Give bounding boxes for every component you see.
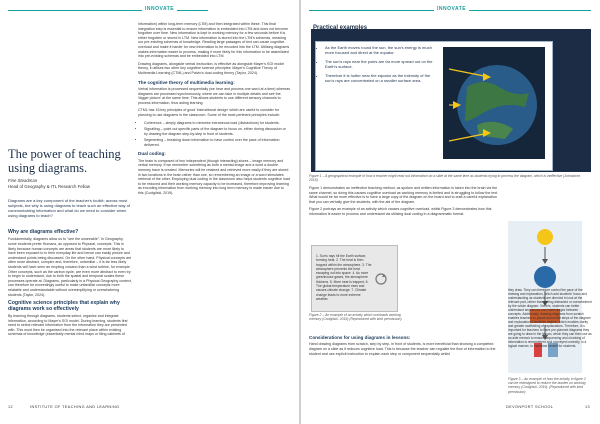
right-column-lower (309, 331, 501, 359)
paragraph: The brain is composed of two independent (though interacting) stores – image memory and verbal memory. If we remember something as both a mental image and a word a double memory trace is created. Memories will be retained and retrieved more easily if they are stored in two locations in the brain rather than one, so remembering an image or a word stimulates retrieval of the other. Employing dual coding in the classroom also helps students cognitive load to be reduced and their working memory capacity to be increased, therefore improving learning as encoding information from working memory into long term memory is made easier due to this (Coolgilski, 2019). (138, 158, 290, 196)
article-title: The power of teaching using diagrams. (8, 147, 121, 175)
paragraph: information) within long-term memory (LTM) and then integrated within these. This final integration step is essential to ensure information is embedded into LTM and does not become forgotten over time. New information is kept in working memory for a few seconds before it is either forgotten or stored in LTM. New information is stored into the LTM's schemas, meaning our pre-existing schemas of knowledge. Reading large passages of text can cause cognitive overload and make it harder for new information to be encoded into the LTM. Utilising diagrams makes information easier to process, making it more likely for this information to be assimilated into pre-existing schemas and be embedded into LTM. (138, 22, 290, 59)
figure-2-text: 1. Sun's rays hit the Earth surface, forming heat. 2. The heat is then trapped within the atmosphere. 3. The atmosphere prevents the heat escaping out into space. 4. As more greenhouse gases, the atmosphere thickens. 5. More heat is trapped. 6. The global temperature rises and causes climate change. 7. Climate change leads to more extreme weather. (316, 254, 372, 301)
brand-label: INNOVATE (434, 6, 469, 12)
page-number: 12 (8, 405, 14, 409)
right-page (301, 0, 600, 424)
left-column-1 (8, 226, 132, 340)
figure-1-slide (311, 25, 591, 172)
paragraph: they draw. They can therefore control the pace of the drawing and explanation, which add students' focus and understanding as students are directed to look at the relevant part, rather than getting distracted or overwhelmed by the whole diagram. Via this, students can better understand sequences and interlinkages between concepts. Additionally, drawing diagrams from scratch enables teachers to pause and revisit steps of the diagram and explanation if students require, which enables clarity and greater scaffolding of explanations. Therefore, it is important for teachers to have pre-planned diagrams they are going to draw in the lesson, which they can then use as an aide memoir to ensure sequencing and chunking of information is remembered and conveyed correctly, in a logical manner, to maximise benefit for students. (508, 288, 592, 348)
list-item: • Therefore it is hotter near the equator as the intensity of the sun's rays are concentrated on a smaller surface area. (325, 73, 440, 83)
figure-1-caption: Figure 1 – A geographical example of how a teacher might read out information on a slide at the same time as students trying to process the diagram, which is ineffective (Johnstone, 2018). (309, 174, 581, 183)
page-number: 13 (585, 405, 591, 409)
section-heading: Practical examples (313, 25, 368, 31)
earth-icon (534, 266, 556, 288)
paragraph: Figure 2 portrays an example of an activity which causes cognitive overload, whilst Figure 3 demonstrates how this information is easier to process and understand via utilising dual coding in a diagrammatic format. (309, 207, 492, 216)
paragraph: Hand drawing diagrams from scratch, step by step, in front of students, is more beneficial than showing a completed diagram on a slide as it reduces cognitive load. This is because the teacher can regulate the flow of information to the student and use explicit instruction to explain each step or component sequentially whilst (309, 342, 496, 356)
figure-2-caption: Figure 2 – An example of an activity which overloads working memory (Coolgilski, 2019) (Reproduced with kind permission). (309, 313, 403, 322)
left-column-2 (138, 22, 290, 199)
slide-bullets (319, 45, 440, 87)
sun-icon (537, 229, 553, 245)
author-block (8, 178, 90, 189)
list-item: • As the Earth moves round the sun, the sun's energy is much more focused and direct at the equator. (325, 45, 440, 55)
earth-sun-diagram (443, 47, 545, 159)
left-page (0, 0, 299, 424)
list-item: • The sun's rays near the poles are far more spread out on the Earth's surface. (325, 59, 440, 69)
intro-text: Diagrams are a key component of the teacher's toolkit; across most subjects, but why is using diagrams to teach such an effective way of communicating information and what do we need to consider when using diagrams to teach? (8, 198, 130, 218)
right-column-upper (309, 186, 501, 220)
brand-label: INNOVATE (142, 6, 177, 12)
section-heading: Cognitive science principles that explain why diagrams work so effectively (8, 300, 120, 312)
paragraph: Figure 1 demonstrates an ineffective teaching method, as spoken and written information is taken into the brain via the same channel, so doing this causes cognitive overload as working memory is limited and is struggling to follow the text. What would be far more effective is to have a large copy of the diagram on the board and to craft a careful explanation that you can verbally give the students, with the aid of the diagram. (309, 186, 499, 204)
figure-3-caption: Figure 3 – An example of how the activity in figure 2 can be redesigned to reduce the burden on working memory (Coolgilski, 2019). (Reproduced with kind permission) (508, 377, 586, 394)
footer-label: DEVONPORT SCHOOL (506, 405, 554, 409)
footer-label: INSTITUTE OF TEACHING AND LEARNING (30, 405, 120, 409)
cycle-icon (374, 272, 388, 286)
author-name: Fine Steadman (8, 178, 38, 183)
paragraph: Fundamentally, diagrams allow us to "see the unseeable". In Geography, some students prefer Humans, as opposed to Physical, concepts. This is likely because human concepts are areas that students are more likely to have been exposed to in their everyday life and hence can easily picture and understand points being discussed. On the other hand, Physical concepts are often more abstract, complex and, therefore, unfamiliar – it is far less likely students will have seen an erupting volcano than a wind turbine, for example. Other concepts, such as the carbon cycle, are even more abstract to even try to begin to understand, due to both the spatial and temporal scales these processes operate at. Diagrams, particularly in a Physical Geography context, can therefore be exceedingly useful to make unfamiliar concepts more relatable and understandable without oversimplifying or overwhelming students (Taylor, 2024). (8, 237, 132, 297)
section-heading: Why are diagrams effective? (8, 229, 79, 235)
figure-2-activity (311, 245, 398, 312)
paragraph: By learning through diagrams, students select, organise and integrate information, according to Mayer's SOI model. During learning, students first need to select relevant information from the information they are presented with. This must then be organised into the relevant place within existing schemas of knowledge (essentially mental mind maps or filing cabinets of (8, 313, 128, 337)
header-rule (8, 10, 208, 11)
section-heading: Considerations for using diagrams in lessons: (309, 335, 411, 340)
paragraph: CTML has 15 key principles of good 'instructional design' which are useful to consider for planning to use diagrams in the classroom. Some of the most pertinent principles include: (138, 108, 281, 117)
list-item: • Signalling – point out specific parts of the diagram to focus on, either during discussion or by drawing the diagram step-by-step in front of students. (144, 127, 290, 136)
section-heading: Dual coding: (138, 151, 166, 157)
section-heading: The cognitive theory of multimedia learning: (138, 79, 235, 85)
right-column-text (508, 288, 592, 351)
principles-list (138, 121, 290, 148)
list-item: • Segmenting – breaking down information to have control over the pace of information delivered. (144, 138, 290, 147)
author-role: Head of Geography & ITL Research Fellow (8, 183, 90, 189)
paragraph: Drawing diagrams, alongside verbal instruction, is effective as alongside Mayer's SOI model theory, it utilises two other key cognitive science principles: Mayer's Cognitive Theory of Multimedia Learning (CTML) and Paivio's dual coding theory (Taylor, 2024). (138, 61, 285, 75)
list-item: • Coherence – simply diagrams to minimise extraneous load (distractions) for students. (144, 121, 290, 126)
paragraph: Verbal information is processed sequentially (we hear and process one word at a time) whereas diagrams are processed synchronously, where we can take in multiple details and see the 'bigger picture' at the same time. This allows students to use different sensory channels to process information, thus aiding learning. (138, 86, 291, 105)
